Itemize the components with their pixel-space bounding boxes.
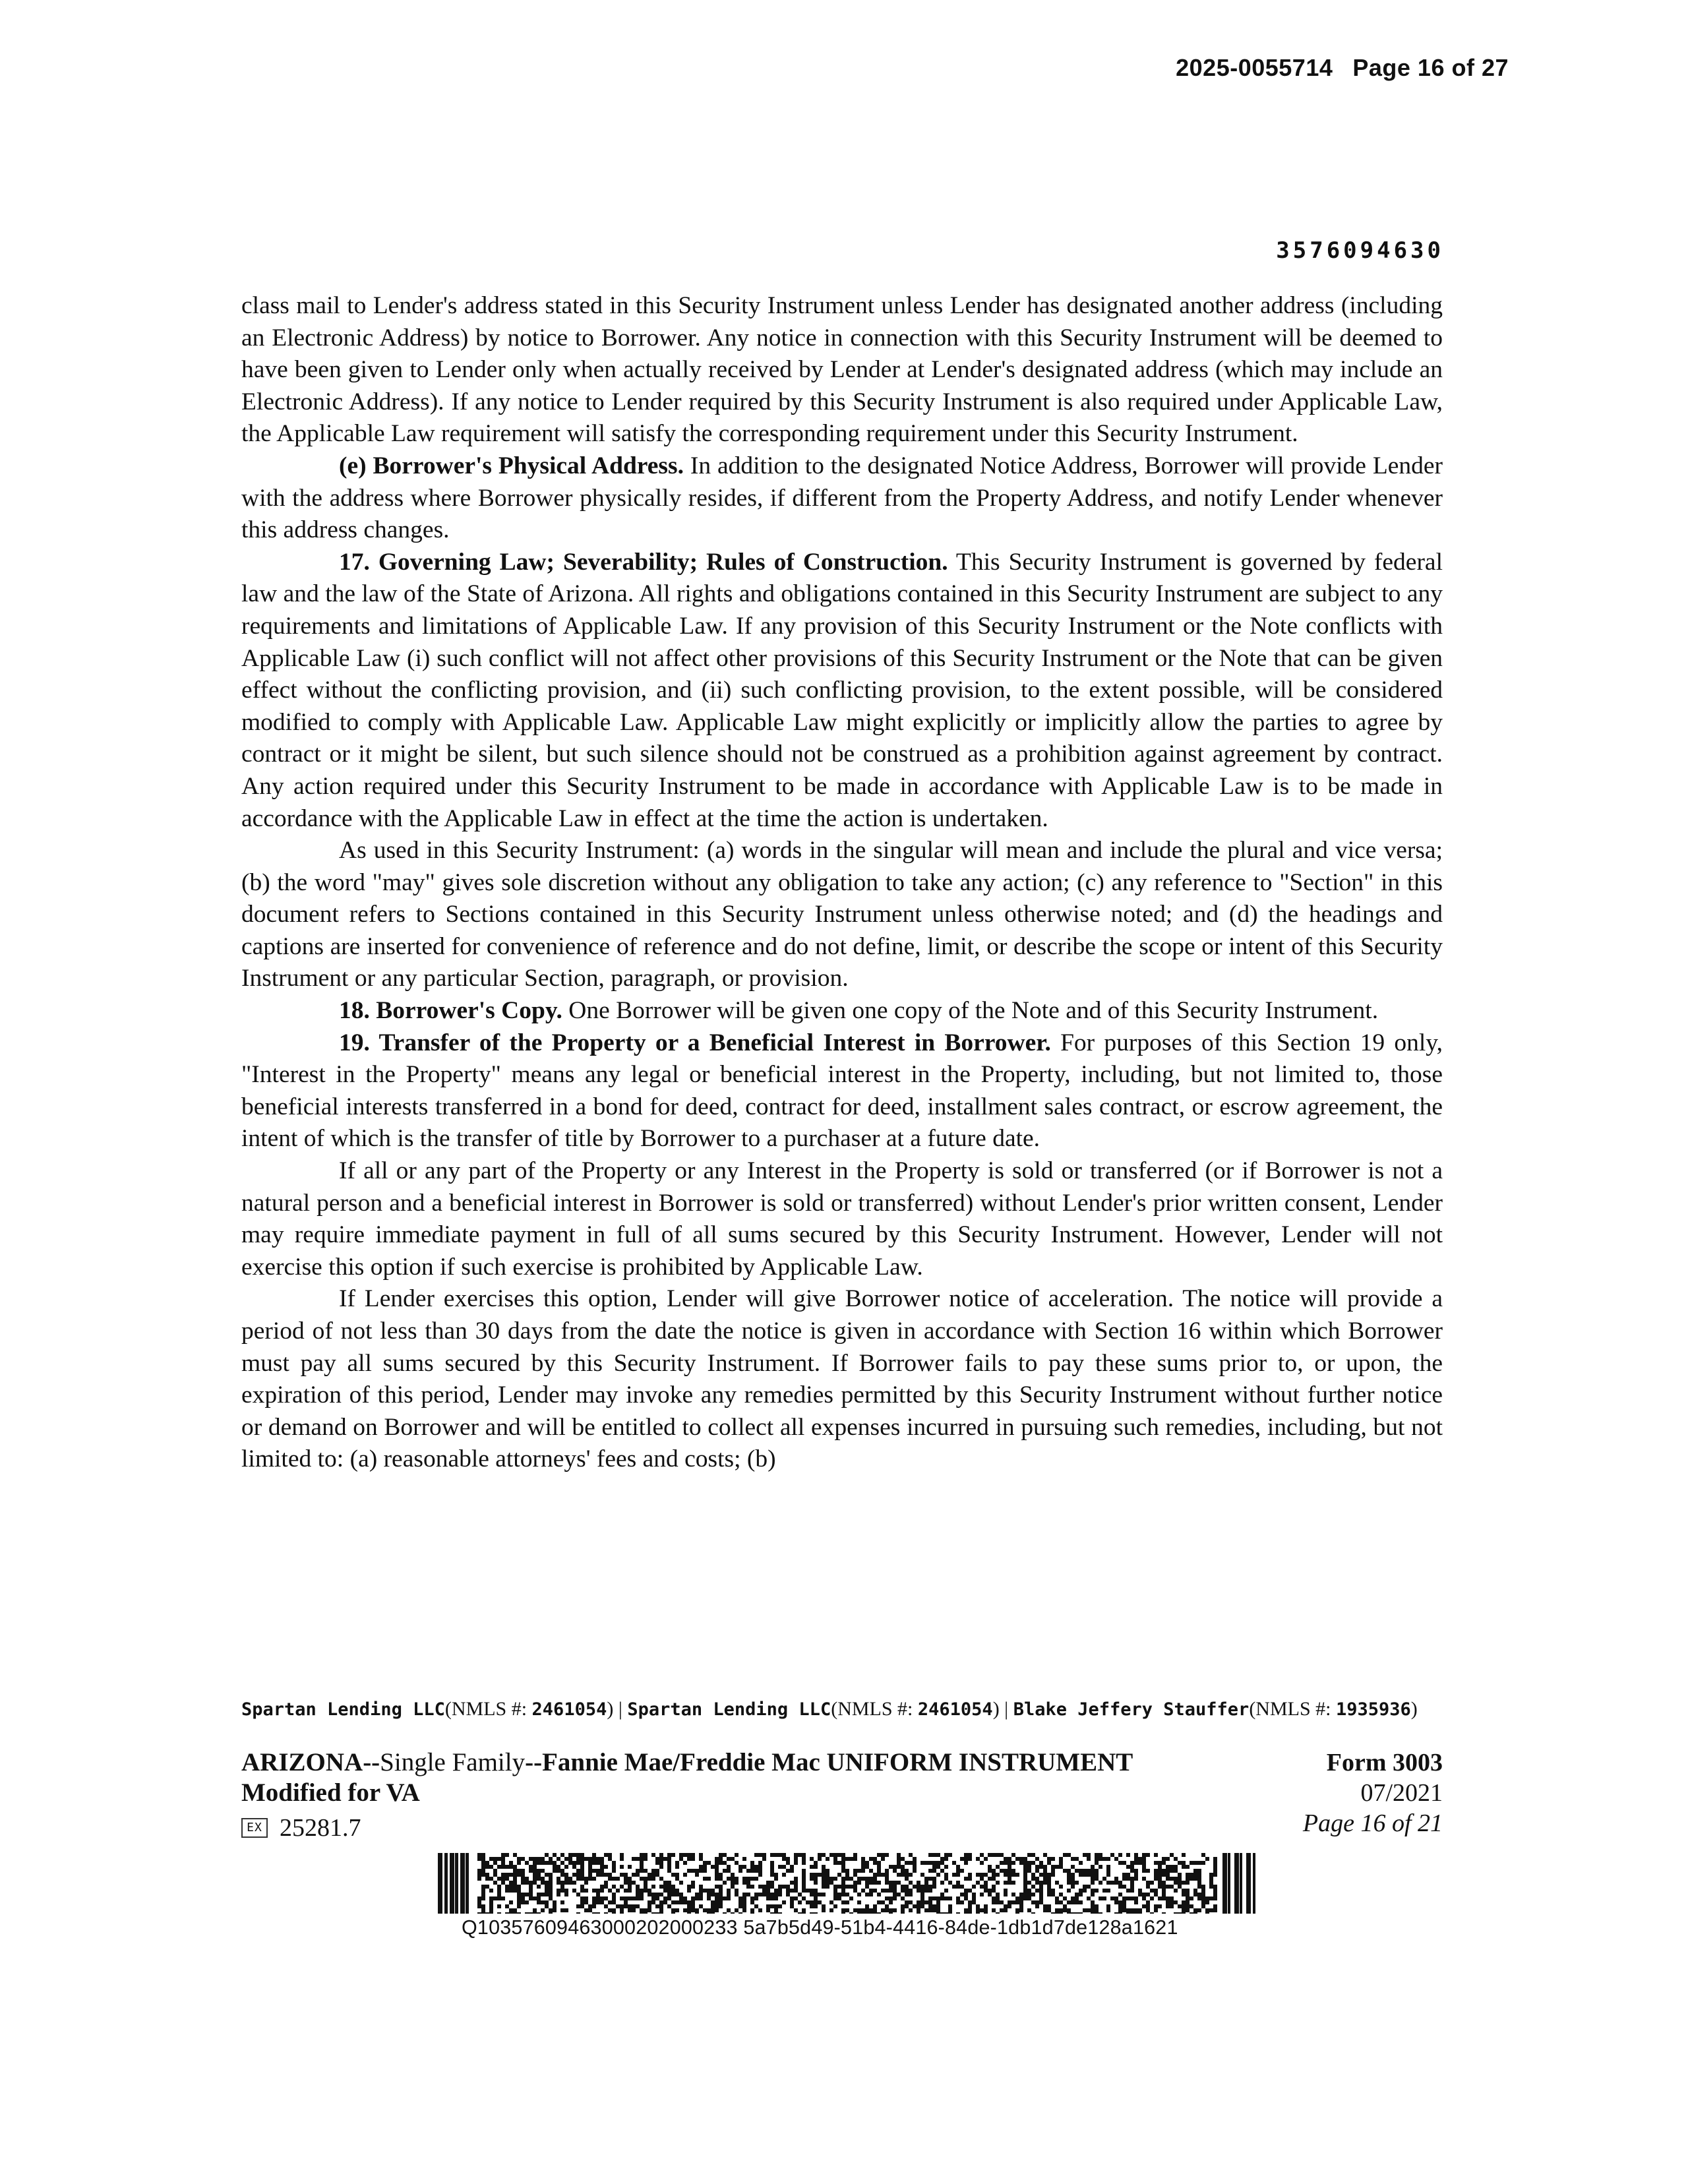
lender-name: Spartan Lending LLC	[241, 1699, 445, 1720]
paragraph-transfer-consent: If all or any part of the Property or any Interest in the Property is sold or transferred (or if Borrower is not a natural person and a beneficial interest in Borrower is sold or transferred) without Lender's prior written consent, Lender may require immediate payment in full of all sums secured by this Security Instrument. However, Lender will not exercise this option if such exercise is prohibited by Applicable Law.	[241, 1157, 1443, 1281]
originator-name: Blake Jeffery Stauffer	[1013, 1699, 1250, 1720]
paragraph-borrowers-copy: 18. Borrower's Copy. One Borrower will be given one copy of the Note and of this Security Instrument.	[339, 997, 1379, 1025]
form-date: 07/2021	[1360, 1779, 1443, 1807]
version-block	[241, 1813, 361, 1843]
lender-nmls: 2461054	[917, 1699, 993, 1720]
lender-nmls: 2461054	[531, 1699, 607, 1720]
form-footer	[241, 1747, 1443, 1843]
paragraph-physical-address: (e) Borrower's Physical Address. In addition to the designated Notice Address, Borrower will provide Lender with the address where Borrower physically resides, if different from the Property Address, and notify Lender whenever this address changes.	[241, 452, 1443, 544]
paragraph-governing-law: 17. Governing Law; Severability; Rules of Construction. This Security Instrument is governed by federal law and the law of the State of Arizona. All rights and obligations contained in this Security Instrument are subject to any requirements and limitations of Applicable Law. If any provision of this Security Instrument or the Note conflicts with Applicable Law (i) such conflict will not affect other provisions of this Security Instrument or the Note that can be given effect without the conflicting provision, and (ii) such conflicting provision, to the extent possible, will be considered modified to comply with Applicable Law. Applicable Law might explicitly or implicitly allow the parties to agree by contract or it might be silent, but such silence should not be construed as a prohibition against agreement by contract. Any action required under this Security Instrument to be made in accordance with Applicable Law is to be made in accordance with the Applicable Law in effect at the time the action is undertaken.	[241, 548, 1443, 832]
barcode-icon	[438, 1853, 1262, 1914]
paragraph-transfer: 19. Transfer of the Property or a Beneficial Interest in Borrower. For purposes of this Section 19 only, "Interest in the Property" means any legal or beneficial interest in the Property, including, but not limited to, those beneficial interests transferred in a bond for deed, contract for deed, installment sales contract, or escrow agreement, the intent of which is the transfer of title by Borrower to a purchaser at a future date.	[241, 1029, 1443, 1153]
document-body	[241, 290, 1443, 1476]
section-heading: (e) Borrower's Physical Address.	[339, 452, 684, 479]
version-number: 25281.7	[280, 1814, 361, 1842]
recording-header	[1176, 54, 1509, 82]
section-heading: 17. Governing Law; Severability; Rules of Construction.	[339, 548, 948, 576]
lender-info: Spartan Lending LLC(NMLS #: 2461054) | Spartan Lending LLC(NMLS #: 2461054) | Blake Jeffery Stauffer(NMLS #: 1935936)	[241, 1698, 1418, 1720]
form-title: ARIZONA--Single Family--Fannie Mae/Freddie Mac UNIFORM INSTRUMENT	[241, 1748, 1133, 1776]
lender-name: Spartan Lending LLC	[627, 1699, 831, 1720]
section-heading: 19. Transfer of the Property or a Beneficial Interest in Borrower.	[339, 1029, 1051, 1056]
paragraph-construction: As used in this Security Instrument: (a) words in the singular will mean and include the plural and vice versa; (b) the word "may" gives sole discretion without any obligation to take any action; (c) any reference to "Section" in this document refers to Sections contained in this Security Instrument unless otherwise noted; and (d) the headings and captions are inserted for convenience of reference and do not define, limit, or describe the scope or intent of this Security Instrument or any particular Section, paragraph, or provision.	[241, 837, 1443, 992]
paragraph-continuation: class mail to Lender's address stated in this Security Instrument unless Lender has designated another address (including an Electronic Address) by notice to Borrower. Any notice in connection with this Security Instrument will be deemed to have been given to Lender only when actually received by Lender at Lender's designated address (which may include an Electronic Address). If any notice to Lender required by this Security Instrument is also required under Applicable Law, the Applicable Law requirement will satisfy the corresponding requirement under this Security Instrument.	[241, 292, 1443, 448]
form-modified: Modified for VA	[241, 1778, 420, 1807]
section-heading: 18. Borrower's Copy.	[339, 997, 562, 1025]
barcode-id: Q10357609463000202000233 5a7b5d49-51b4-4416-84de-1db1d7de128a1621	[462, 1916, 1178, 1939]
ellie-mae-ex-icon: EX	[241, 1818, 268, 1838]
originator-nmls: 1935936	[1336, 1699, 1411, 1720]
loan-number: 3576094630	[1276, 237, 1444, 264]
form-number: Form 3003	[1326, 1749, 1443, 1776]
recording-number: 2025-0055714	[1176, 54, 1333, 81]
form-page: Page 16 of 21	[1302, 1809, 1443, 1837]
paragraph-acceleration: If Lender exercises this option, Lender will give Borrower notice of acceleration. The notice will provide a period of not less than 30 days from the date the notice is given in accordance with Section 16 within which Borrower must pay all sums secured by this Security Instrument. If Borrower fails to pay these sums prior to, or upon, the expiration of this period, Lender may invoke any remedies permitted by this Security Instrument without further notice or demand on Borrower and will be entitled to collect all expenses incurred in pursuing such remedies, including, but not limited to: (a) reasonable attorneys' fees and costs; (b)	[241, 1285, 1443, 1473]
page-label: Page 16 of 27	[1352, 54, 1509, 81]
